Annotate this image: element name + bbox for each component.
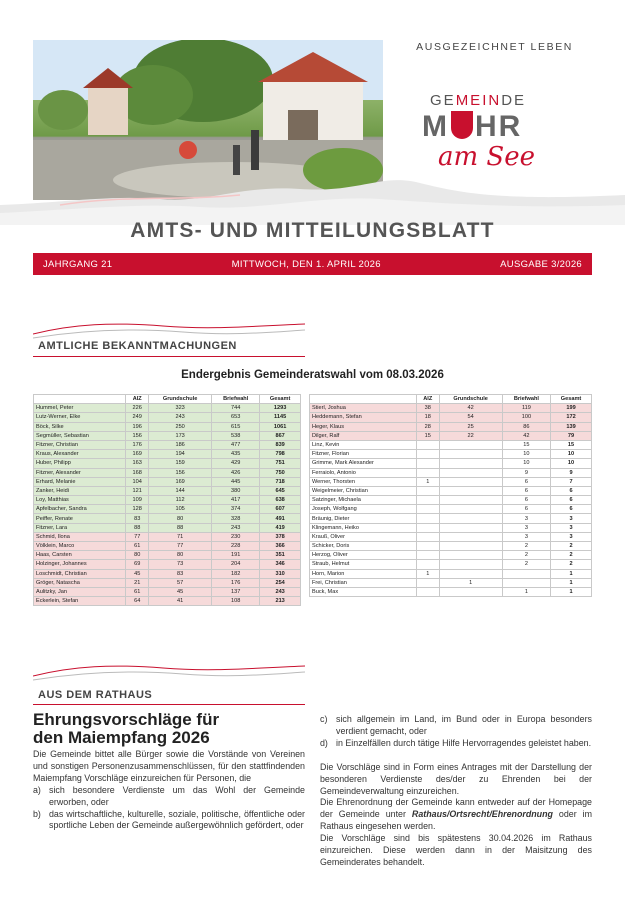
table-row: [310, 413, 592, 422]
votes-grundschule: [439, 450, 502, 459]
header-wave: [0, 165, 625, 225]
candidate-name: Böck, Silke: [34, 422, 126, 431]
votes-total: 310: [260, 569, 301, 578]
votes-briefwahl: 6: [502, 486, 550, 495]
votes-aiz: 156: [126, 431, 149, 440]
candidate-name: Loy, Matthias: [34, 496, 126, 505]
table-row: [34, 532, 301, 541]
article-column-left: [33, 749, 305, 832]
votes-total: 867: [260, 431, 301, 440]
votes-briefwahl: 243: [212, 523, 260, 532]
candidate-name: Linz, Kevin: [310, 440, 417, 449]
votes-total: 10: [551, 459, 592, 468]
article-paragraph: Die Vorschläge sind bis spätestens 30.04.2026 im Rathaus einzureichen. Diese werden dann in der Maisitzung des Gemeinderates behandelt.: [320, 833, 592, 867]
table-row: [310, 542, 592, 551]
votes-total: 351: [260, 551, 301, 560]
table-row: [34, 597, 301, 606]
votes-grundschule: [439, 505, 502, 514]
votes-aiz: 249: [126, 413, 149, 422]
candidate-name: Apfelbacher, Sandra: [34, 505, 126, 514]
votes-aiz: [417, 532, 439, 541]
table-row: [310, 404, 592, 413]
votes-grundschule: 112: [149, 496, 212, 505]
votes-total: 10: [551, 450, 592, 459]
votes-briefwahl: 15: [502, 440, 550, 449]
votes-grundschule: [439, 440, 502, 449]
votes-aiz: 196: [126, 422, 149, 431]
votes-total: 346: [260, 560, 301, 569]
votes-total: 2: [551, 542, 592, 551]
table-row: [34, 431, 301, 440]
crest-icon: [451, 111, 473, 139]
votes-grundschule: 159: [149, 459, 212, 468]
votes-total: 1293: [260, 404, 301, 413]
votes-briefwahl: 445: [212, 477, 260, 486]
candidate-name: Holzinger, Johannes: [34, 560, 126, 569]
votes-briefwahl: 10: [502, 459, 550, 468]
votes-grundschule: 25: [439, 422, 502, 431]
table-row: [310, 486, 592, 495]
candidate-name: Dilger, Ralf: [310, 431, 417, 440]
votes-total: 638: [260, 496, 301, 505]
votes-total: 6: [551, 486, 592, 495]
votes-aiz: 176: [126, 440, 149, 449]
votes-aiz: [417, 496, 439, 505]
table-row: [310, 587, 592, 596]
results-table-left: [33, 394, 301, 606]
votes-briefwahl: 6: [502, 505, 550, 514]
table-row: [34, 413, 301, 422]
column-header: Briefwahl: [502, 395, 550, 404]
table-row: [34, 505, 301, 514]
logo-wordmark-top: GEMEINDE: [430, 92, 527, 109]
candidate-name: Loschmidt, Christian: [34, 569, 126, 578]
votes-grundschule: 194: [149, 450, 212, 459]
votes-aiz: [417, 587, 439, 596]
votes-aiz: [417, 468, 439, 477]
votes-aiz: [417, 450, 439, 459]
votes-grundschule: [439, 551, 502, 560]
election-results: [33, 366, 592, 640]
votes-aiz: 69: [126, 560, 149, 569]
list-item: b) das wirtschaftliche, kulturelle, soziale, politische, öffentliche oder sportliche Leben der Gemeinde außergewöhnlich gefördert, oder: [33, 808, 305, 831]
votes-briefwahl: 417: [212, 496, 260, 505]
article-title: Ehrungsvorschläge für den Maiempfang 2026: [33, 710, 220, 747]
votes-total: 491: [260, 514, 301, 523]
votes-grundschule: [439, 523, 502, 532]
candidate-name: Schicker, Doris: [310, 542, 417, 551]
table-row: [34, 551, 301, 560]
table-row: [310, 477, 592, 486]
votes-total: 645: [260, 486, 301, 495]
votes-aiz: 28: [417, 422, 439, 431]
candidate-name: Joseph, Wolfgang: [310, 505, 417, 514]
candidate-name: Gröger, Natascha: [34, 578, 126, 587]
table-row: [310, 450, 592, 459]
votes-briefwahl: 744: [212, 404, 260, 413]
candidate-name: Lutz-Werner, Elke: [34, 413, 126, 422]
votes-aiz: 104: [126, 477, 149, 486]
votes-grundschule: [439, 496, 502, 505]
column-header-name: [34, 395, 126, 404]
votes-aiz: 61: [126, 542, 149, 551]
table-row: [34, 486, 301, 495]
votes-aiz: [417, 505, 439, 514]
table-row: [310, 505, 592, 514]
candidate-name: Fitzner, Florian: [310, 450, 417, 459]
candidate-name: Schmid, Ilona: [34, 532, 126, 541]
votes-briefwahl: 3: [502, 523, 550, 532]
candidate-name: Herzog, Oliver: [310, 551, 417, 560]
votes-briefwahl: 6: [502, 477, 550, 486]
votes-aiz: [417, 578, 439, 587]
votes-aiz: 45: [126, 569, 149, 578]
votes-briefwahl: 191: [212, 551, 260, 560]
votes-briefwahl: 380: [212, 486, 260, 495]
votes-aiz: [417, 523, 439, 532]
candidate-name: Krauß, Oliver: [310, 532, 417, 541]
votes-total: 139: [551, 422, 592, 431]
candidate-name: Werner, Thorsten: [310, 477, 417, 486]
results-table-right: [309, 394, 592, 597]
section-curve: [33, 662, 305, 684]
votes-grundschule: [439, 477, 502, 486]
votes-total: 2: [551, 560, 592, 569]
votes-grundschule: [439, 532, 502, 541]
votes-grundschule: 88: [149, 523, 212, 532]
list-item: d) in Einzelfällen durch tätige Hilfe Hervorragendes geleistet haben.: [320, 737, 592, 748]
votes-briefwahl: [502, 569, 550, 578]
article-paragraph: Die Vorschläge sind in Form eines Antrages mit der Darstellung der besonderen Verdienste des/der zu Ehrenden bei der Gemeindeverwaltung einzureichen.: [320, 761, 592, 796]
votes-briefwahl: 119: [502, 404, 550, 413]
votes-grundschule: 45: [149, 587, 212, 596]
votes-briefwahl: 100: [502, 413, 550, 422]
column-header-name: [310, 395, 417, 404]
table-row: [34, 587, 301, 596]
votes-aiz: 38: [417, 404, 439, 413]
candidate-name: Straub, Helmut: [310, 560, 417, 569]
votes-total: 798: [260, 450, 301, 459]
list-item: a) sich besondere Verdienste um das Wohl der Gemeinde erworben, oder: [33, 784, 305, 807]
votes-aiz: 226: [126, 404, 149, 413]
votes-grundschule: [439, 587, 502, 596]
votes-grundschule: [439, 569, 502, 578]
candidate-name: Hummel, Peter: [34, 404, 126, 413]
votes-briefwahl: 6: [502, 496, 550, 505]
table-row: [34, 404, 301, 413]
votes-briefwahl: 86: [502, 422, 550, 431]
votes-grundschule: [439, 514, 502, 523]
votes-total: 7: [551, 477, 592, 486]
votes-total: 6: [551, 505, 592, 514]
votes-total: 419: [260, 523, 301, 532]
votes-total: 751: [260, 459, 301, 468]
table-row: [34, 496, 301, 505]
votes-total: 172: [551, 413, 592, 422]
votes-grundschule: 73: [149, 560, 212, 569]
votes-aiz: 168: [126, 468, 149, 477]
column-header: Grundschule: [439, 395, 502, 404]
votes-briefwahl: 2: [502, 542, 550, 551]
votes-grundschule: 323: [149, 404, 212, 413]
candidate-name: Heddemann, Stefan: [310, 413, 417, 422]
issue-bar: [33, 253, 592, 275]
masthead-title: AMTS- UND MITTEILUNGSBLATT: [130, 219, 495, 242]
votes-briefwahl: 615: [212, 422, 260, 431]
table-row: [34, 560, 301, 569]
votes-total: 839: [260, 440, 301, 449]
section-curve: [33, 320, 305, 342]
column-header: AIZ: [126, 395, 149, 404]
candidate-name: Peiffer, Renate: [34, 514, 126, 523]
votes-grundschule: 250: [149, 422, 212, 431]
votes-aiz: 88: [126, 523, 149, 532]
votes-aiz: 109: [126, 496, 149, 505]
table-row: [310, 532, 592, 541]
table-row: [310, 422, 592, 431]
votes-grundschule: 71: [149, 532, 212, 541]
votes-total: 607: [260, 505, 301, 514]
candidate-name: Grimme, Mark Alexander: [310, 459, 417, 468]
votes-aiz: 77: [126, 532, 149, 541]
table-row: [34, 514, 301, 523]
column-header: AIZ: [417, 395, 439, 404]
table-row: [34, 542, 301, 551]
votes-aiz: 163: [126, 459, 149, 468]
table-row: [310, 569, 592, 578]
candidate-name: Eckerlein, Stefan: [34, 597, 126, 606]
candidate-name: Buck, Max: [310, 587, 417, 596]
votes-briefwahl: 1: [502, 587, 550, 596]
issue-number: AUSGABE 3/2026: [500, 258, 582, 270]
table-row: [310, 468, 592, 477]
votes-briefwahl: 653: [212, 413, 260, 422]
votes-grundschule: 57: [149, 578, 212, 587]
votes-grundschule: [439, 560, 502, 569]
candidate-name: Horn, Marion: [310, 569, 417, 578]
votes-grundschule: 144: [149, 486, 212, 495]
votes-aiz: [417, 551, 439, 560]
logo-script: am See: [438, 142, 536, 172]
votes-aiz: [417, 542, 439, 551]
votes-grundschule: 243: [149, 413, 212, 422]
table-row: [310, 578, 592, 587]
votes-briefwahl: 108: [212, 597, 260, 606]
votes-total: 1145: [260, 413, 301, 422]
article-paragraph: Die Ehrenordnung der Gemeinde kann entweder auf der Homepage der Gemeinde unter Rathaus/Ortsrecht/Ehrenordnung oder im Rathaus eingesehen werden.: [320, 797, 592, 832]
votes-briefwahl: 477: [212, 440, 260, 449]
homepage-path-link[interactable]: Rathaus/Ortsrecht/Ehrenordnung: [411, 809, 553, 820]
candidate-name: Aulitzky, Jan: [34, 587, 126, 596]
votes-aiz: [417, 440, 439, 449]
votes-aiz: 128: [126, 505, 149, 514]
votes-grundschule: 54: [439, 413, 502, 422]
votes-briefwahl: 435: [212, 450, 260, 459]
candidate-name: Fitzner, Christian: [34, 440, 126, 449]
votes-total: 213: [260, 597, 301, 606]
votes-aiz: 15: [417, 431, 439, 440]
article-column-right: [320, 714, 592, 869]
issue-date: MITTWOCH, DEN 1. APRIL 2026: [231, 258, 381, 270]
votes-total: 1: [551, 578, 592, 587]
votes-briefwahl: 137: [212, 587, 260, 596]
table-row: [34, 459, 301, 468]
votes-aiz: 121: [126, 486, 149, 495]
votes-total: 1: [551, 569, 592, 578]
votes-grundschule: 41: [149, 597, 212, 606]
votes-total: 3: [551, 523, 592, 532]
votes-grundschule: [439, 468, 502, 477]
votes-grundschule: [439, 542, 502, 551]
votes-grundschule: 80: [149, 514, 212, 523]
votes-grundschule: 22: [439, 431, 502, 440]
table-row: [34, 422, 301, 431]
votes-grundschule: 186: [149, 440, 212, 449]
votes-briefwahl: 429: [212, 459, 260, 468]
candidate-name: Bräunig, Dieter: [310, 514, 417, 523]
votes-briefwahl: 230: [212, 532, 260, 541]
table-row: [34, 569, 301, 578]
votes-briefwahl: 2: [502, 551, 550, 560]
tagline: AUSGEZEICHNET LEBEN: [416, 41, 573, 53]
votes-briefwahl: 3: [502, 514, 550, 523]
candidate-name: Segmüller, Sebastian: [34, 431, 126, 440]
votes-grundschule: 77: [149, 542, 212, 551]
votes-briefwahl: [502, 578, 550, 587]
results-title: Endergebnis Gemeinderatswahl vom 08.03.2026: [181, 369, 444, 381]
votes-aiz: [417, 560, 439, 569]
volume-label: JAHRGANG 21: [43, 258, 113, 270]
votes-aiz: 18: [417, 413, 439, 422]
column-header: Briefwahl: [212, 395, 260, 404]
candidate-name: Zanker, Heidi: [34, 486, 126, 495]
votes-total: 378: [260, 532, 301, 541]
votes-grundschule: [439, 459, 502, 468]
votes-briefwahl: 9: [502, 468, 550, 477]
votes-aiz: 1: [417, 477, 439, 486]
votes-total: 750: [260, 468, 301, 477]
votes-briefwahl: 10: [502, 450, 550, 459]
article-intro: Die Gemeinde bittet alle Bürger sowie die Vorstände von Vereinen und sonstigen Personenzusammenschlüssen, für den stattfindenden Maiempfang Vorschläge einzureichen für Personen, die: [33, 749, 305, 783]
votes-grundschule: 169: [149, 477, 212, 486]
votes-briefwahl: 228: [212, 542, 260, 551]
votes-aiz: 80: [126, 551, 149, 560]
candidate-name: Fitzner, Lara: [34, 523, 126, 532]
column-header: Grundschule: [149, 395, 212, 404]
table-row: [34, 440, 301, 449]
votes-total: 366: [260, 542, 301, 551]
votes-total: 199: [551, 404, 592, 413]
votes-grundschule: 1: [439, 578, 502, 587]
votes-total: 243: [260, 587, 301, 596]
table-row: [310, 551, 592, 560]
votes-total: 3: [551, 532, 592, 541]
votes-total: 1061: [260, 422, 301, 431]
votes-aiz: [417, 514, 439, 523]
votes-grundschule: 83: [149, 569, 212, 578]
votes-total: 2: [551, 551, 592, 560]
table-row: [310, 440, 592, 449]
votes-aiz: 1: [417, 569, 439, 578]
candidate-name: Haas, Carsten: [34, 551, 126, 560]
candidate-name: Erhard, Melanie: [34, 477, 126, 486]
votes-aiz: [417, 486, 439, 495]
votes-briefwahl: 182: [212, 569, 260, 578]
votes-total: 15: [551, 440, 592, 449]
votes-total: 6: [551, 496, 592, 505]
votes-briefwahl: 3: [502, 532, 550, 541]
table-row: [310, 560, 592, 569]
table-row: [310, 459, 592, 468]
candidate-name: Völklein, Marco: [34, 542, 126, 551]
votes-grundschule: 105: [149, 505, 212, 514]
votes-total: 79: [551, 431, 592, 440]
votes-total: 1: [551, 587, 592, 596]
table-row: [34, 578, 301, 587]
table-row: [310, 431, 592, 440]
logo-wordmark-main: M HR: [422, 110, 523, 143]
votes-briefwahl: 426: [212, 468, 260, 477]
votes-grundschule: 42: [439, 404, 502, 413]
votes-aiz: 21: [126, 578, 149, 587]
table-row: [310, 496, 592, 505]
table-row: [34, 523, 301, 532]
candidate-name: Weigelmeier, Christian: [310, 486, 417, 495]
table-row: [310, 523, 592, 532]
list-item: c) sich allgemein im Land, im Bund oder in Europa besonders verdient gemacht, oder: [320, 714, 592, 736]
votes-total: 254: [260, 578, 301, 587]
votes-aiz: 64: [126, 597, 149, 606]
votes-aiz: 83: [126, 514, 149, 523]
votes-briefwahl: 328: [212, 514, 260, 523]
votes-grundschule: 156: [149, 468, 212, 477]
table-row: [310, 514, 592, 523]
candidate-name: Klingemann, Heiko: [310, 523, 417, 532]
votes-briefwahl: 42: [502, 431, 550, 440]
votes-total: 9: [551, 468, 592, 477]
votes-briefwahl: 204: [212, 560, 260, 569]
votes-grundschule: 173: [149, 431, 212, 440]
votes-briefwahl: 538: [212, 431, 260, 440]
votes-briefwahl: 374: [212, 505, 260, 514]
table-row: [34, 450, 301, 459]
votes-total: 718: [260, 477, 301, 486]
votes-briefwahl: 176: [212, 578, 260, 587]
votes-briefwahl: 2: [502, 560, 550, 569]
candidate-name: Satzinger, Michaela: [310, 496, 417, 505]
votes-grundschule: 80: [149, 551, 212, 560]
votes-aiz: 169: [126, 450, 149, 459]
table-row: [34, 477, 301, 486]
column-header: Gesamt: [260, 395, 301, 404]
column-header: Gesamt: [551, 395, 592, 404]
candidate-name: Heger, Klaus: [310, 422, 417, 431]
candidate-name: Huber, Philipp: [34, 459, 126, 468]
votes-grundschule: [439, 486, 502, 495]
candidate-name: Ferraiolo, Antonio: [310, 468, 417, 477]
table-row: [34, 468, 301, 477]
votes-total: 3: [551, 514, 592, 523]
candidate-name: Kraus, Alexander: [34, 450, 126, 459]
votes-aiz: [417, 459, 439, 468]
votes-aiz: 61: [126, 587, 149, 596]
candidate-name: Frei, Christian: [310, 578, 417, 587]
candidate-name: Stierl, Joshua: [310, 404, 417, 413]
candidate-name: Fitzner, Alexander: [34, 468, 126, 477]
